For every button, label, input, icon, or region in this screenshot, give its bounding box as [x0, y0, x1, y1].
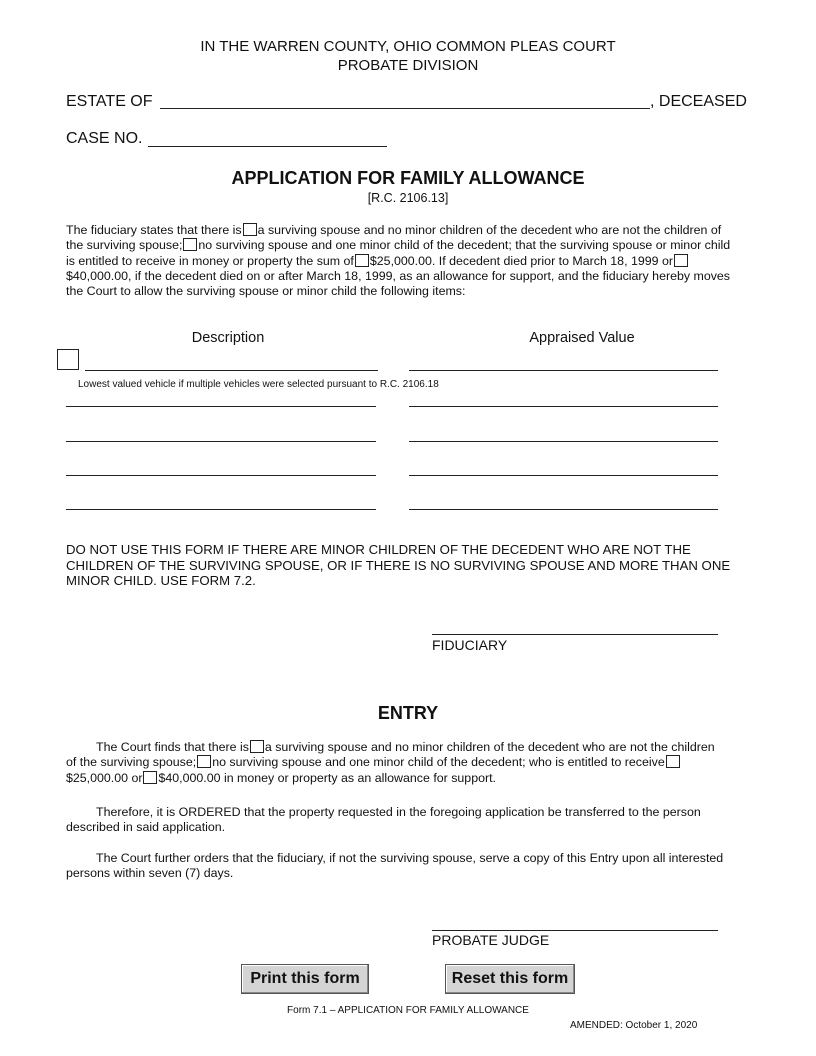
entry-option-spouse: a surviving spouse and no minor children of the decedent who are not the children of the surviving spouse;	[66, 740, 715, 770]
statute-reference: [R.C. 2106.13]	[367, 191, 449, 205]
fiduciary-signature-line[interactable]	[432, 634, 718, 635]
warning-text: DO NOT USE THIS FORM IF THERE ARE MINOR CHILDREN OF THE DECEDENT WHO ARE NOT THE CHILDREN OF THE SURVIVING SPOUSE, OR IF THERE IS NO SURVIVING SPOUSE AND MORE THAN ONE MINOR CHILD. USE FORM 7.2.	[66, 542, 731, 588]
item-description-field-1[interactable]	[85, 370, 378, 371]
item-value-field-1[interactable]	[409, 370, 718, 371]
item-description-field-4[interactable]	[66, 475, 376, 476]
fiduciary-label: FIDUCIARY	[432, 637, 508, 653]
case-number-label: CASE NO.	[66, 130, 143, 147]
minor-child-checkbox[interactable]	[183, 238, 197, 251]
division-name: PROBATE DIVISION	[337, 57, 479, 74]
item-value-field-5[interactable]	[409, 509, 718, 510]
item-description-field-2[interactable]	[66, 406, 376, 407]
item-value-field-4[interactable]	[409, 475, 718, 476]
probate-judge-label: PROBATE JUDGE	[432, 932, 550, 948]
entry-finding-paragraph	[66, 740, 728, 786]
estate-name-field[interactable]	[160, 108, 650, 109]
entry-text-intro: The Court finds that there is	[96, 740, 249, 754]
vehicle-note: Lowest valued vehicle if multiple vehicles were selected pursuant to R.C. 2106.18	[78, 379, 439, 390]
amount-40000-checkbox[interactable]	[674, 254, 688, 267]
item-value-field-3[interactable]	[409, 441, 718, 442]
item-description-field-5[interactable]	[66, 509, 376, 510]
form-title: APPLICATION FOR FAMILY ALLOWANCE	[231, 168, 585, 188]
estate-label: ESTATE OF	[66, 93, 153, 110]
entry-amount-40000: $40,000.00 in money or property as an allowance for support.	[158, 770, 496, 785]
application-paragraph	[66, 223, 736, 299]
application-option-spouse: a surviving spouse and no minor children of the decedent who are not the children of the surviving spouse;	[66, 223, 722, 253]
judge-signature-line[interactable]	[432, 930, 718, 931]
description-header: Description	[191, 330, 265, 346]
entry-amount-25000: $25,000.00 or	[66, 770, 143, 785]
footer-amended-date: AMENDED: October 1, 2020	[570, 1020, 698, 1031]
entry-option-minor-child: no surviving spouse and one minor child of the decedent; who is entitled to receive	[212, 755, 665, 770]
footer-form-name: Form 7.1 – APPLICATION FOR FAMILY ALLOWANCE	[287, 1005, 529, 1016]
entry-amount-40000-checkbox[interactable]	[143, 771, 157, 784]
application-text-intro: The fiduciary states that there is	[66, 223, 242, 237]
entry-title: ENTRY	[377, 703, 439, 723]
case-number-field[interactable]	[148, 146, 387, 147]
entry-order-paragraph: Therefore, it is ORDERED that the property requested in the foregoing application be transferred to the person described in said application.	[66, 805, 701, 835]
application-amount-25000: $25,000.00. If decedent died prior to March 18, 1999 or	[369, 253, 673, 268]
amount-25000-checkbox[interactable]	[355, 254, 369, 267]
entry-surviving-spouse-checkbox[interactable]	[250, 740, 264, 753]
entry-minor-child-checkbox[interactable]	[197, 755, 211, 768]
appraised-value-header: Appraised Value	[529, 330, 635, 346]
application-option-minor-child: no surviving spouse and one minor child of the decedent; that the surviving spouse or minor child is entitled to receive in money or property the sum of	[66, 238, 731, 268]
reset-form-button[interactable]: Reset this form	[445, 964, 575, 994]
deceased-label: , DECEASED	[650, 93, 747, 110]
vehicle-checkbox[interactable]	[57, 349, 79, 370]
application-amount-40000: $40,000.00, if the decedent died on or after March 18, 1999, as an allowance for support, and the fiduciary hereby moves the Court to allow the surviving spouse or minor child the following items:	[66, 268, 731, 299]
item-description-field-3[interactable]	[66, 441, 376, 442]
print-form-button[interactable]: Print this form	[241, 964, 369, 994]
item-value-field-2[interactable]	[409, 406, 718, 407]
entry-service-paragraph: The Court further orders that the fiduciary, if not the surviving spouse, serve a copy of this Entry upon all interested persons within seven (7) days.	[66, 851, 724, 881]
court-name: IN THE WARREN COUNTY, OHIO COMMON PLEAS COURT	[200, 38, 616, 55]
entry-amount-25000-checkbox[interactable]	[666, 755, 680, 768]
surviving-spouse-checkbox[interactable]	[243, 223, 257, 236]
